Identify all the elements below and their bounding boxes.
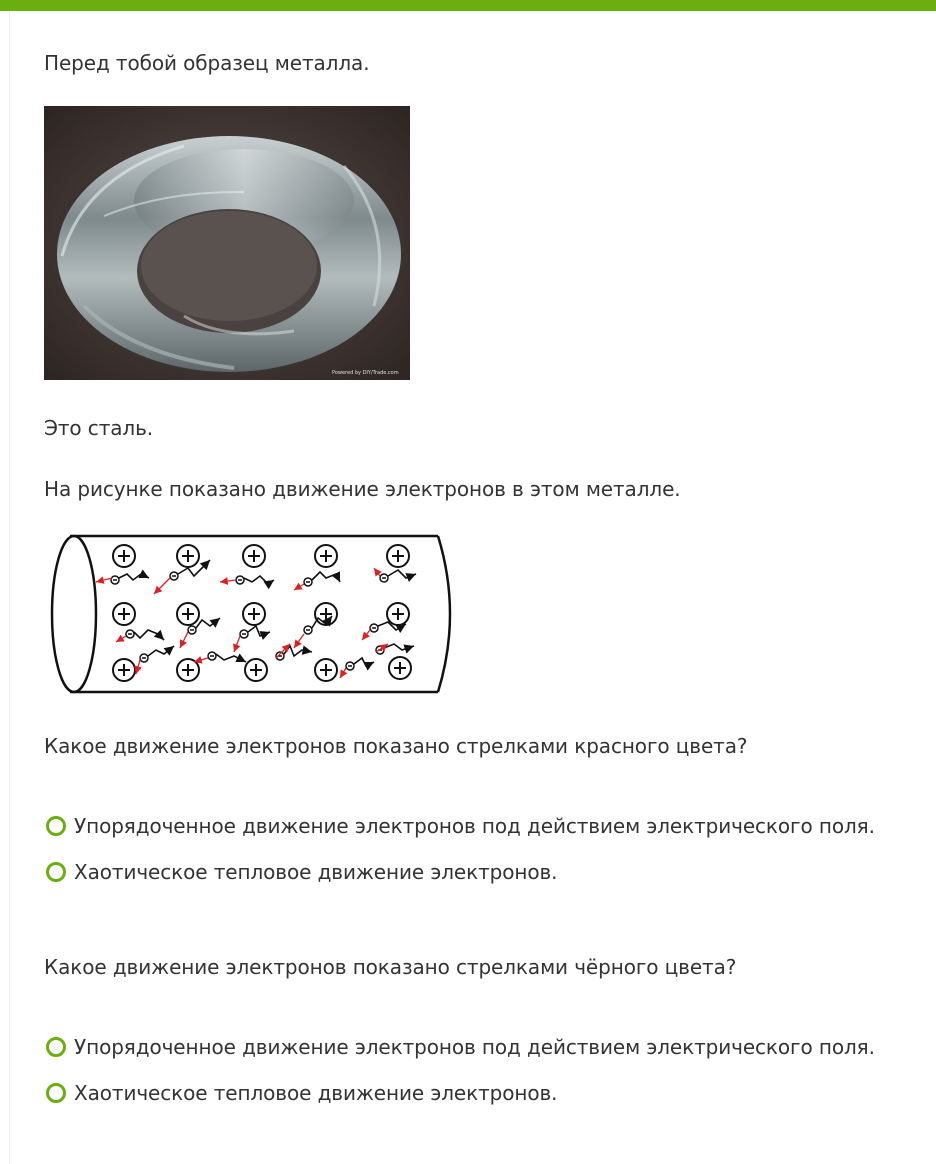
electron <box>304 578 312 586</box>
red-arrow <box>340 668 346 678</box>
question-1-text: Какое движение электронов показано стрелками красного цвета? <box>44 734 748 758</box>
metal-name-text: Это сталь. <box>44 416 154 440</box>
option-label: Упорядоченное движение электронов под действием электрического поля. <box>74 814 875 838</box>
option-label: Упорядоченное движение электронов под действием электрического поля. <box>74 1035 875 1059</box>
positive-ion <box>245 659 267 681</box>
positive-ion <box>113 603 135 625</box>
positive-ion <box>387 603 409 625</box>
electron <box>346 662 354 670</box>
positive-ion <box>315 659 337 681</box>
q2-option-ordered[interactable] <box>46 1034 875 1060</box>
red-arrow <box>194 658 208 662</box>
electron <box>240 630 248 638</box>
black-arrow-path <box>354 658 374 666</box>
q1-option-chaotic[interactable] <box>46 859 557 885</box>
electron <box>126 630 134 638</box>
photo-watermark: Powered by DIY/Trade.com <box>332 370 399 376</box>
radio-button[interactable] <box>46 1083 66 1103</box>
red-arrow <box>374 568 380 576</box>
positive-ion <box>113 659 135 681</box>
positive-ion <box>113 545 135 567</box>
positive-ion <box>243 545 265 567</box>
intro-text: Перед тобой образец металла. <box>44 51 370 75</box>
red-arrow <box>96 578 112 582</box>
red-arrow <box>154 578 170 594</box>
electron <box>111 576 119 584</box>
electron <box>188 626 196 634</box>
positive-ion <box>315 603 337 625</box>
option-label: Хаотическое тепловое движение электронов. <box>74 860 558 884</box>
top-accent-bar <box>0 0 936 11</box>
positive-ion <box>387 545 409 567</box>
electron <box>236 576 244 584</box>
question-2-text: Какое движение электронов показано стрелками чёрного цвета? <box>44 955 737 979</box>
radio-button[interactable] <box>46 816 66 836</box>
diagram-caption: На рисунке показано движение электронов в этом металле. <box>44 477 681 501</box>
positive-ion <box>389 657 411 679</box>
steel-wire-coil-photo <box>44 106 410 380</box>
electron-motion-diagram <box>44 530 464 700</box>
electron <box>370 624 378 632</box>
radio-button[interactable] <box>46 1037 66 1057</box>
red-arrow <box>294 584 304 590</box>
red-arrow <box>180 632 188 648</box>
black-arrow-path <box>284 646 312 656</box>
red-arrow <box>294 634 304 648</box>
left-border <box>9 11 10 1164</box>
red-arrow <box>116 636 126 642</box>
positive-ion <box>243 603 265 625</box>
black-arrow-path <box>196 618 220 628</box>
black-arrow-path <box>384 644 414 650</box>
q1-option-ordered[interactable] <box>46 813 875 839</box>
black-arrow-path <box>119 574 149 580</box>
positive-ion <box>177 659 199 681</box>
electron <box>304 626 312 634</box>
black-arrow-path <box>148 646 174 656</box>
positive-ion <box>177 545 199 567</box>
positive-ion <box>315 545 337 567</box>
positive-ion <box>177 603 199 625</box>
red-arrow <box>220 580 236 582</box>
black-arrow-path <box>312 572 340 582</box>
electron <box>380 574 388 582</box>
black-arrow-path <box>388 570 416 578</box>
red-arrow <box>136 660 140 674</box>
black-arrow-path <box>134 630 164 640</box>
black-arrow-path <box>248 626 270 636</box>
electron <box>170 572 178 580</box>
electron <box>208 652 216 660</box>
red-arrow <box>362 630 370 640</box>
electron <box>140 654 148 662</box>
red-arrow <box>234 636 240 652</box>
black-arrow-path <box>216 654 246 662</box>
radio-button[interactable] <box>46 862 66 882</box>
black-arrow-path <box>244 576 274 584</box>
option-label: Хаотическое тепловое движение электронов. <box>74 1081 558 1105</box>
q2-option-chaotic[interactable] <box>46 1080 557 1106</box>
